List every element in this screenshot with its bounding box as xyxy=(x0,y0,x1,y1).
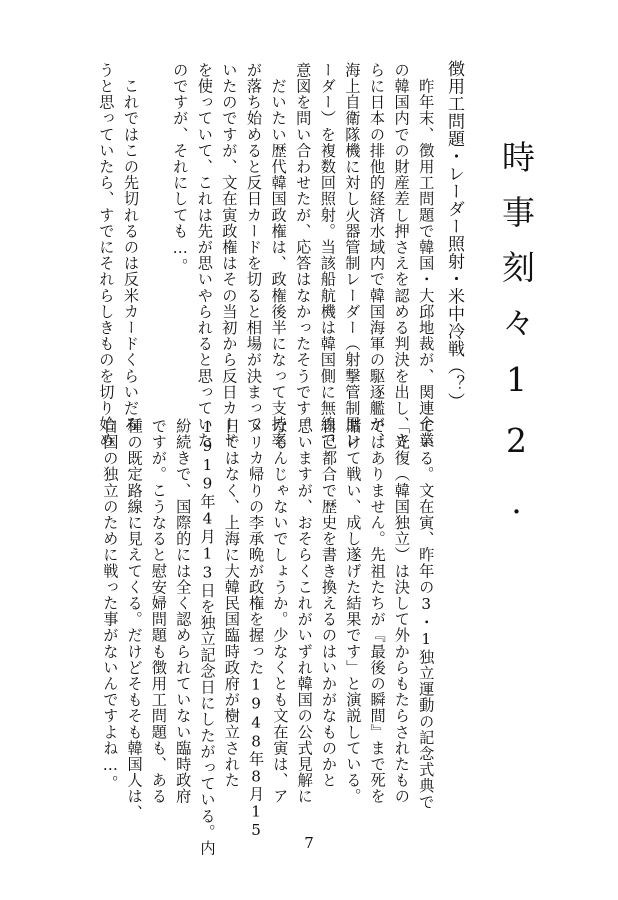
text-line: らに日本の排他的経済水域内で韓国海軍の駆逐艦が、 xyxy=(368,62,386,449)
text-line: 意図を問い合わせたが、応答はなかったそうです。 xyxy=(294,62,313,433)
text-line: ではありません。先祖たちが『最後の瞬間』まで死を xyxy=(368,418,387,805)
text-line: なるんじゃないでしょうか。少なくとも文在寅は、ア xyxy=(271,418,290,805)
text-line: 1919年4月13日を独立記念日にしたがっている。内 xyxy=(198,418,217,857)
article-subtitle: 徴用工問題・レーダー照射・米中冷戦（？） xyxy=(444,60,464,410)
text-line: 思いますが、おそらくこれがいずれ韓国の公式見解に xyxy=(295,418,314,805)
text-line: ている。文在寅、昨年の3・1独立運動の記念式典で xyxy=(417,418,436,810)
text-line: 自己都合で歴史を書き換えるのはいかがなものかと xyxy=(320,418,338,789)
text-line: が落ち始めると反日カードを切ると相場が決まって xyxy=(245,62,263,433)
text-line: 紛続きで、国際的には全く認められていない臨時政府 xyxy=(174,418,193,805)
text-line: ーダー）を複数回照射。当該船航機は韓国側に無線で xyxy=(318,62,337,449)
text-line: の韓国内での財産差し押さえを認める判決を出し、さ xyxy=(392,62,411,449)
text-line: ですが。こうなると慰安婦問題も徴用工問題も、ある xyxy=(149,418,168,805)
text-line: 自国の独立のために戦った事がないんですよね…。 xyxy=(101,418,120,792)
page-number: 7 xyxy=(304,834,314,852)
text-line: うと思っていたら、すでにそれらしきものを切り始め xyxy=(97,62,116,449)
text-line: いたのですが、文在寅政権はその当初から反日カード xyxy=(220,62,239,449)
text-line: これではこの先切れるのは反米カードくらいだろ xyxy=(122,62,140,433)
text-line: のですが、それにしても…。 xyxy=(171,62,190,275)
text-line: メリカ帰りの李承晩が政権を握った1948年8月15 xyxy=(247,418,266,841)
text-line: 種の既定路線に見えてくる。だけどそもそも韓国人は、 xyxy=(125,418,144,821)
text-line: だいたい歴代韓国政権は、政権後半になって支持率 xyxy=(269,62,288,449)
text-line: 賭けて戦い、成し遂げた結果です」と演説している。 xyxy=(344,418,363,805)
text-line: 海上自衛隊機に対し火器管制レーダー（射撃管制用レ xyxy=(343,62,362,449)
text-line: を使っていて、これは先が思いやられると思っていた xyxy=(195,62,214,449)
text-line: 「光復（韓国独立）は決して外からもたらされたもの xyxy=(392,418,411,805)
text-line: 日ではなく、上海に大韓民国臨時政府が樹立された xyxy=(222,418,241,789)
text-line: 昨年末、徴用工問題で韓国・大邱地裁が、関連企業 xyxy=(417,62,436,449)
article-title: 時事刻々12. xyxy=(497,140,536,543)
